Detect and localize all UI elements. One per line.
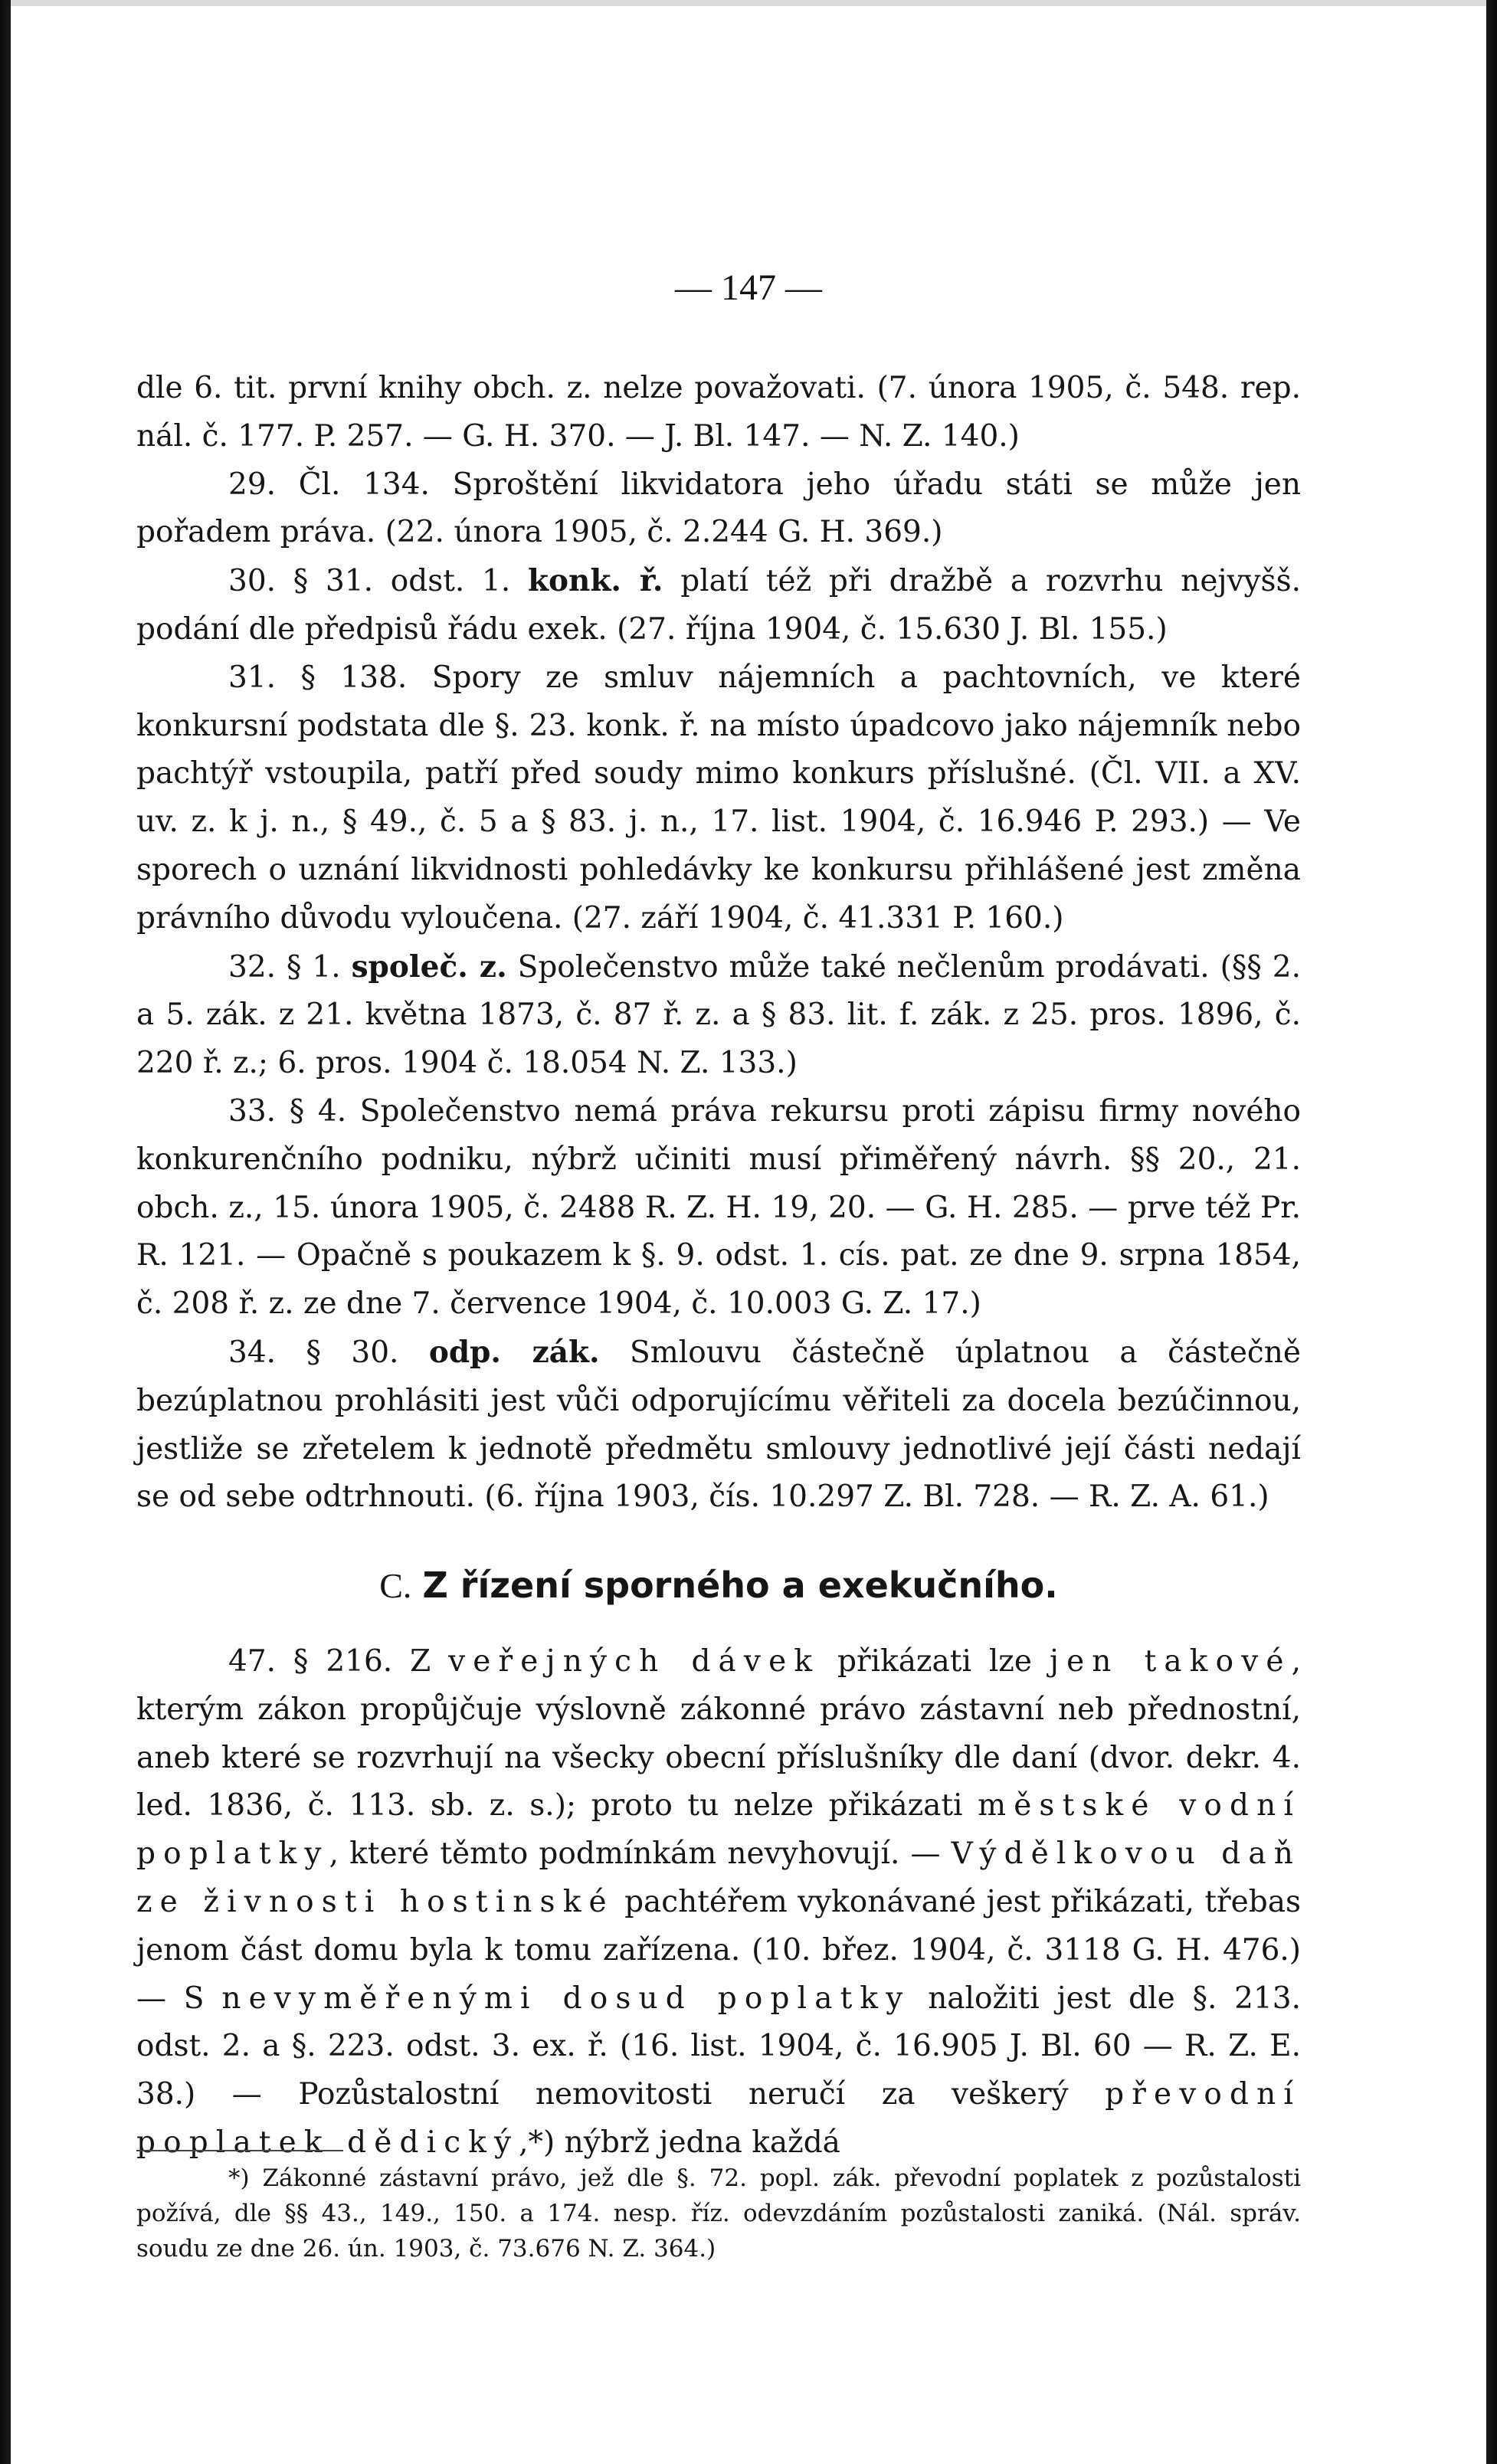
paragraph-47 — [136, 1638, 1301, 2167]
paragraph-29: 29. Čl. 134. Sproštění likvidatora jeho úřadu státi se může jen pořadem práva. (22. února 1905, č. 2.244 G. H. 369.) — [136, 467, 1301, 550]
paragraph-continuation: dle 6. tit. první knihy obch. z. nelze považovati. (7. února 1905, č. 548. rep. nál. č. 177. P. 257. — G. H. 370. — J. Bl. 147. — N. Z. 140.) — [136, 371, 1301, 454]
section-heading — [136, 1561, 1301, 1610]
footnote — [136, 2161, 1301, 2266]
paragraph-47-text-3: , kterým zákon propůjčuje výslovně zákonné právo zástavní neb přednostní, aneb které se rozvrhují na všecky obecní příslušníky dle daní (dvor. dekr. 4. led. 1836, č. 113. sb. z. s.); proto tu nelze přikázati — [136, 1643, 1301, 1823]
paragraph-30-start: 30. § 31. odst. 1. — [228, 564, 529, 599]
footnote-rule — [136, 2150, 343, 2151]
scan-right-border — [1486, 0, 1497, 2464]
paragraph-47-spaced-1: veřejných dávek — [448, 1643, 821, 1679]
paragraph-34 — [136, 1329, 1301, 1522]
paragraph-30 — [136, 557, 1301, 654]
section-letter: C. — [379, 1566, 412, 1606]
scan-left-border — [0, 0, 11, 2464]
paragraph-47-spaced-3: městské vodní poplatky — [136, 1788, 1301, 1872]
paragraph-47-text-1: 47. § 216. Z — [228, 1643, 449, 1679]
footnote-text: *) Zákonné zástavní právo, jež dle §. 72. popl. zák. převodní poplatek z pozůstalosti požívá, dle §§ 43., 149., 150. a 174. nesp. říz. odevzdáním pozůstalosti zaniká. (Nál. správ. soudu ze dne 26. ún. 1903, č. 73.676 N. Z. 364.) — [136, 2164, 1301, 2262]
paragraph-31: 31. § 138. Spory ze smluv nájemních a pachtovních, ve které konkursní podstata dle §. 23. konk. ř. na místo úpadcovo jako nájemník nebo pachtýř vstoupila, patří před soudy mimo konkurs příslušné. (Čl. VII. a XV. uv. z. k j. n., § 49., č. 5 a § 83. j. n., 17. list. 1904, č. 16.946 P. 293.) — Ve sporech o uznání likvidnosti pohledávky ke konkursu přihlášené jest změna právního důvodu vyloučena. (27. září 1904, č. 41.331 P. 160.) — [136, 660, 1301, 935]
paragraph-30-rest: platí též při dražbě a rozvrhu nejvyšš. podání dle předpisů řádu exek. (27. října 1904, č. 15.630 J. Bl. 155.) — [136, 564, 1301, 647]
scan-top-edge — [0, 0, 1497, 6]
paragraph-32-rest: Společenstvo může také nečlenům prodávati. (§§ 2. a 5. zák. z 21. května 1873, č. 87 ř. z. a § 83. lit. f. zák. z 25. pros. 1896, č. 220 ř. z.; 6. pros. 1904 č. 18.054 N. Z. 133.) — [136, 949, 1301, 1081]
paragraph-47-text-4: , které těmto podmínkám nevyhovují. — — [329, 1837, 952, 1872]
paragraph-47-text-5: pachtéřem vykonávané jest přikázati, třebas jenom část domu byla k tomu zařízena. (10. břez. 1904, č. 3118 G. H. 476.) — S — [136, 1884, 1301, 2016]
paragraph-32-law: společ. z. — [351, 949, 507, 985]
paragraph-34-rest: Smlouvu částečně úplatnou a částečně bezúplatnou prohlásiti jest vůči odporujícímu věřiteli za docela bezúčinnou, jestliže se zřetelem k jednotě předmětu smlouvy jednotlivé její části nedají se od sebe odtrhnouti. (6. října 1903, čís. 10.297 Z. Bl. 728. — R. Z. A. 61.) — [136, 1335, 1301, 1515]
paragraph-47-text-6: naložiti jest dle §. 213. odst. 2. a §. 223. odst. 3. ex. ř. (16. list. 1904, č. 16.905 J. Bl. 60 — R. Z. E. 38.) — Pozůstalostní nemovitosti neručí za veškerý — [136, 1981, 1301, 2112]
body-text — [136, 365, 1301, 2167]
paragraph-30-law: konk. ř. — [528, 563, 663, 599]
paragraph-47-spaced-5: nevyměřenými dosud poplatky — [221, 1981, 911, 2016]
paragraph-32-start: 32. § 1. — [228, 949, 352, 985]
paragraph-32 — [136, 943, 1301, 1088]
paragraph-47-text-2: přikázati lze — [820, 1643, 1050, 1679]
paragraph-47-spaced-6: převodní poplatek dědický — [136, 2077, 1301, 2160]
paragraph-47-spaced-2: jen takové — [1049, 1643, 1292, 1679]
paragraph-33: 33. § 4. Společenstvo nemá práva rekursu proti zápisu firmy nového konkurenčního podniku, nýbrž učiniti musí přiměřený návrh. §§ 20., 21. obch. z., 15. února 1905, č. 2488 R. Z. H. 19, 20. — G. H. 285. — prve též Pr. R. 121. — Opačně s poukazem k §. 9. odst. 1. cís. pat. ze dne 9. srpna 1854, č. 208 ř. z. ze dne 7. července 1904, č. 10.003 G. Z. 17.) — [136, 1093, 1301, 1322]
paragraph-34-start: 34. § 30. — [228, 1335, 429, 1370]
page-number: — 147 — — [675, 267, 822, 308]
paragraph-47-text-7: ,*) nýbrž jedna každá — [519, 2125, 840, 2160]
paragraph-34-law: odp. zák. — [428, 1334, 600, 1370]
paragraph-47-spaced-4: Výdělkovou daň ze živnosti hostinské — [136, 1837, 1301, 1919]
section-title: Z řízení sporného a exekučního. — [422, 1565, 1058, 1607]
